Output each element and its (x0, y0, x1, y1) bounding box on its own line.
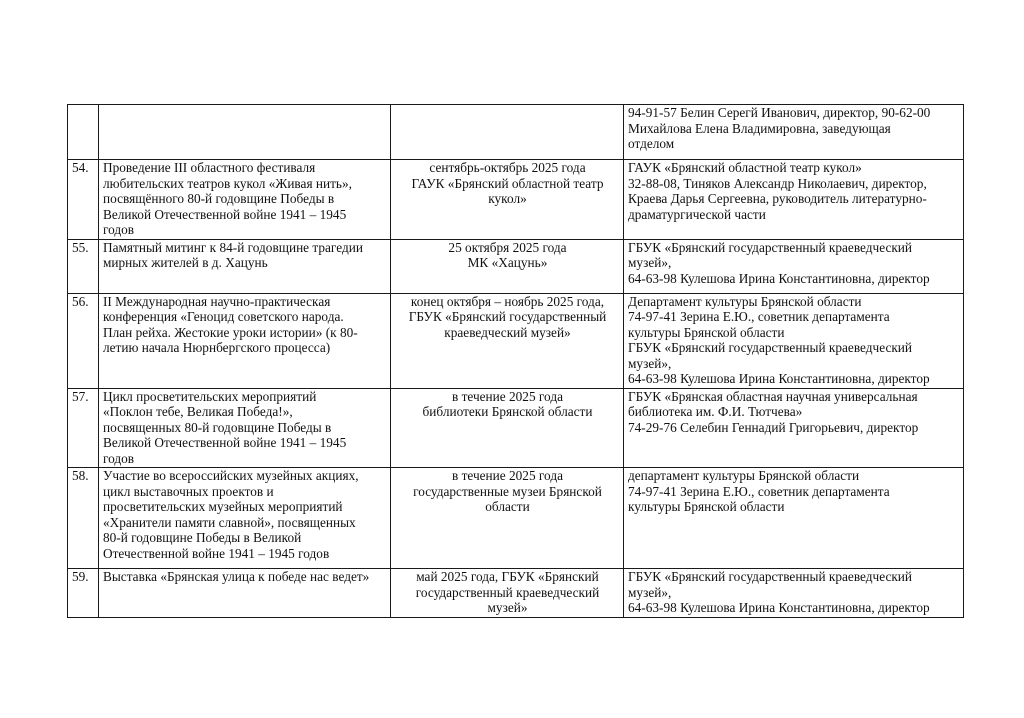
date-line: май 2025 года, ГБУК «Брянский (416, 569, 599, 584)
row-number: 57. (68, 388, 99, 468)
event-line: посвящённого 80-й годовщине Победы в (103, 191, 335, 206)
event-line: Выставка «Брянская улица к победе нас ведет» (103, 569, 370, 584)
event-line: цикл выставочных проектов и (103, 483, 274, 499)
event-line: 80-й годовщине Победы в Великой (103, 530, 302, 545)
date-place-cell (391, 468, 624, 569)
event-line: Великой Отечественной войне 1941 – 1945 (103, 435, 347, 450)
responsible-line: музей», (628, 355, 672, 371)
row-number: 56. (68, 293, 99, 388)
date-line: библиотеки Брянской области (422, 404, 593, 419)
event-line: Участие во всероссийских музейных акциях, (103, 468, 359, 483)
event-line: II Международная научно-практическая (103, 293, 331, 309)
event-cell (99, 468, 391, 569)
row-number: 55. (68, 239, 99, 293)
table-row (68, 388, 964, 468)
responsible-cell (624, 388, 964, 468)
responsible-line: музей», (628, 584, 672, 600)
event-line: просветительских музейных мероприятий (103, 499, 343, 514)
event-cell (99, 105, 391, 160)
responsible-line: Департамент культуры Брянской области (628, 293, 862, 309)
responsible-line: ГБУК «Брянский государственный краеведческий (628, 569, 913, 584)
responsible-line: департамент культуры Брянской области (628, 468, 860, 483)
event-line: мирных жителей в д. Хацунь (103, 255, 268, 270)
event-line: «Хранители памяти славной», посвященных (103, 514, 356, 530)
date-line: ГАУК «Брянский областной театр (411, 175, 604, 191)
date-line: кукол» (488, 191, 527, 206)
event-line: Проведение III областного фестиваля (103, 160, 316, 175)
date-line: государственный краеведческий (415, 584, 600, 600)
date-place-cell (391, 160, 624, 240)
responsible-cell (624, 468, 964, 569)
event-cell (99, 569, 391, 618)
event-cell (99, 239, 391, 293)
date-line: музей» (487, 600, 528, 615)
events-table (67, 104, 964, 618)
date-line: в течение 2025 года (451, 468, 563, 483)
event-line: Памятный митинг к 84-й годовщине трагедии (103, 239, 363, 255)
events-table-body (68, 105, 964, 618)
date-line: краеведческий музей» (444, 324, 571, 340)
responsible-line: отделом (628, 136, 675, 151)
event-line: План рейха. Жестокие уроки истории» (к 80- (103, 324, 358, 340)
date-line: в течение 2025 года (451, 388, 563, 404)
event-line: Цикл просветительских мероприятий (103, 388, 317, 404)
responsible-cell (624, 239, 964, 293)
date-place-cell (391, 239, 624, 293)
responsible-cell (624, 293, 964, 388)
responsible-line: драматургической части (628, 206, 766, 222)
responsible-line: ГБУК «Брянская областная научная универсальная (628, 388, 918, 404)
responsible-line: музей», (628, 255, 672, 270)
date-line: ГБУК «Брянский государственный (408, 309, 607, 324)
date-line: области (485, 499, 530, 514)
responsible-line: 74-97-41 Зерина Е.Ю., советник департамента (628, 483, 890, 499)
responsible-line: 32-88-08, Тиняков Александр Николаевич, директор, (628, 175, 927, 191)
row-number: 54. (68, 160, 99, 240)
responsible-cell (624, 160, 964, 240)
event-line: любительских театров кукол «Живая нить», (103, 175, 352, 191)
event-line: годов (103, 222, 135, 237)
responsible-line: 64-63-98 Кулешова Ирина Константиновна, директор (628, 600, 930, 615)
responsible-line: ГБУК «Брянский государственный краеведческий (628, 239, 913, 255)
responsible-line: культуры Брянской области (628, 499, 785, 514)
event-cell (99, 388, 391, 468)
date-line: МК «Хацунь» (467, 255, 548, 270)
responsible-line: культуры Брянской области (628, 324, 785, 340)
event-line: годов (103, 450, 135, 466)
event-line: конференция «Геноцид советского народа. (103, 309, 344, 324)
table-row (68, 105, 964, 160)
table-row (68, 569, 964, 618)
event-line: Отечественной войне 1941 – 1945 годов (103, 545, 330, 561)
responsible-line: ГАУК «Брянский областной театр кукол» (628, 160, 862, 175)
responsible-line: библиотека им. Ф.И. Тютчева» (628, 404, 803, 419)
responsible-cell (624, 105, 964, 160)
date-line: конец октября – ноябрь 2025 года, (410, 293, 605, 309)
date-place-cell (391, 293, 624, 388)
event-line: посвященных 80-й годовщине Победы в (103, 419, 332, 435)
table-row (68, 293, 964, 388)
date-line: 25 октября 2025 года (448, 239, 567, 255)
row-number (68, 105, 99, 160)
date-place-cell (391, 105, 624, 160)
date-place-cell (391, 388, 624, 468)
responsible-line: Михайлова Елена Владимировна, заведующая (628, 120, 891, 136)
table-row (68, 468, 964, 569)
date-place-cell (391, 569, 624, 618)
responsible-line: ГБУК «Брянский государственный краеведческий (628, 340, 913, 355)
event-cell (99, 293, 391, 388)
table-row (68, 160, 964, 240)
event-line: Великой Отечественной войне 1941 – 1945 (103, 206, 347, 222)
table-row (68, 239, 964, 293)
responsible-line: 74-97-41 Зерина Е.Ю., советник департамента (628, 309, 890, 324)
event-cell (99, 160, 391, 240)
responsible-line: 74-29-76 Селебин Геннадий Григорьевич, директор (628, 419, 919, 435)
row-number: 58. (68, 468, 99, 569)
responsible-line: 64-63-98 Кулешова Ирина Константиновна, директор (628, 371, 930, 386)
event-line: летию начала Нюрнбергского процесса) (103, 340, 331, 355)
responsible-cell (624, 569, 964, 618)
responsible-line: 64-63-98 Кулешова Ирина Константиновна, директор (628, 270, 930, 286)
responsible-line: 94-91-57 Белин Серегй Иванович, директор, 90-62-00 (628, 105, 931, 120)
date-line: сентябрь-октябрь 2025 года (429, 160, 586, 175)
event-line: «Поклон тебе, Великая Победа!», (103, 404, 293, 419)
date-line: государственные музеи Брянской (413, 483, 602, 499)
row-number: 59. (68, 569, 99, 618)
responsible-line: Краева Дарья Сергеевна, руководитель литературно- (628, 191, 927, 206)
